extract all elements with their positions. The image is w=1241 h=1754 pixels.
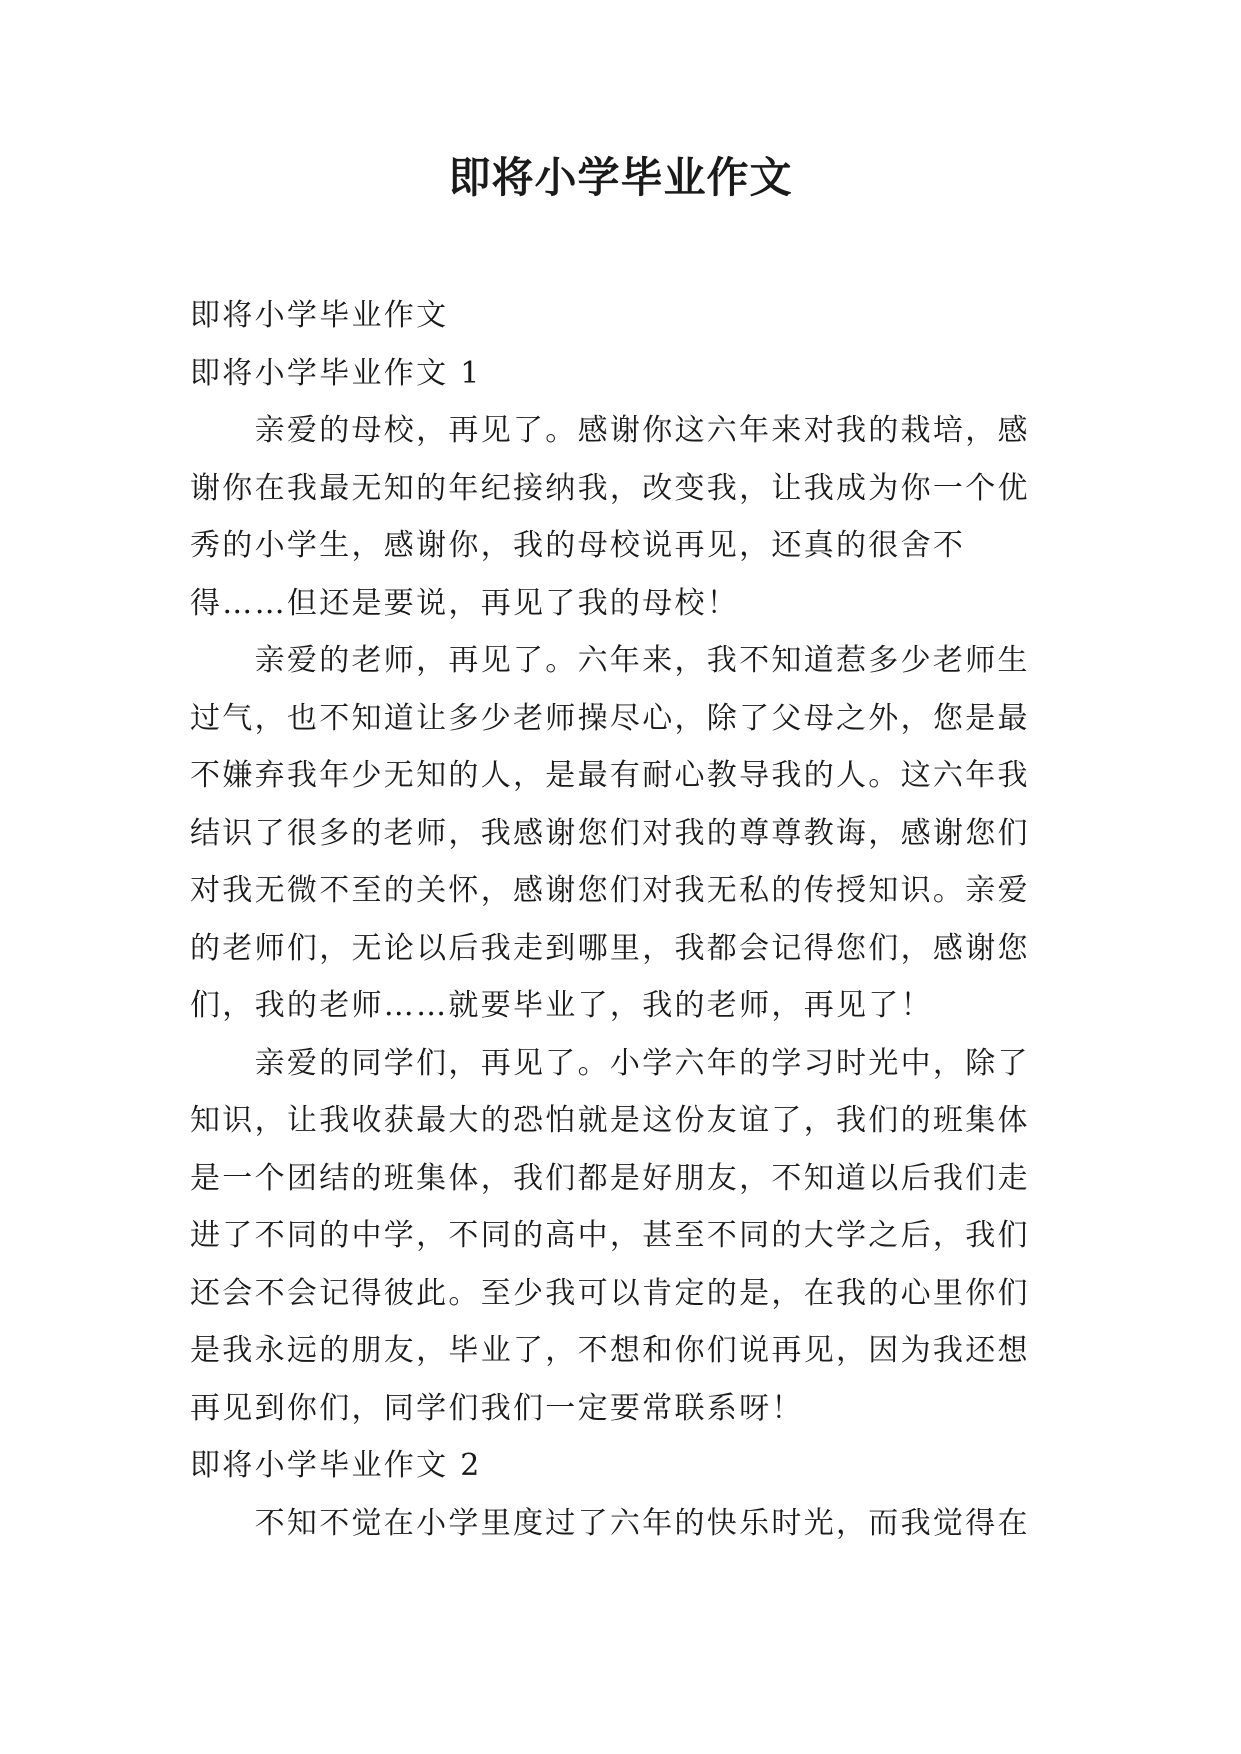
paragraph-line: 是一个团结的班集体，我们都是好朋友，不知道以后我们走 <box>190 1160 1030 1196</box>
paragraph-line: 知识，让我收获最大的恐怕就是这份友谊了，我们的班集体 <box>190 1103 1030 1138</box>
paragraph-line: 们，我的老师……就要毕业了，我的老师，再见了！ <box>190 988 933 1023</box>
paragraph-2 <box>190 632 1050 1035</box>
section-heading-1: 即将小学毕业作文 1 <box>190 355 482 391</box>
paragraph-line: 得……但还是要说，再见了我的母校！ <box>190 585 740 621</box>
paragraph-4 <box>190 1495 1050 1553</box>
section-heading-2: 即将小学毕业作文 2 <box>190 1448 482 1483</box>
paragraph-line: 亲爱的老师，再见了。六年来，我不知道惹多少老师生 <box>190 643 1030 678</box>
paragraph-line: 过气，也不知道让多少老师操尽心，除了父母之外，您是最 <box>190 700 1030 736</box>
paragraph-line: 进了不同的中学，不同的高中，甚至不同的大学之后，我们 <box>190 1218 1030 1253</box>
paragraph-line: 秀的小学生，感谢你，我的母校说再见，还真的很舍不 <box>190 528 966 563</box>
paragraph-line: 对我无微不至的关怀，感谢您们对我无私的传授知识。亲爱 <box>190 873 1030 908</box>
paragraph-line: 谢你在我最无知的年纪接纳我，改变我，让我成为你一个优 <box>190 470 1030 506</box>
paragraph-line: 不嫌弃我年少无知的人，是最有耐心教导我的人。这六年我 <box>190 758 1030 793</box>
document-title: 即将小学毕业作文 <box>448 153 793 202</box>
document-body <box>190 287 1050 1552</box>
document-subtitle: 即将小学毕业作文 <box>190 298 449 333</box>
paragraph-line: 结识了很多的老师，我感谢您们对我的尊尊教诲，感谢您们 <box>190 815 1030 851</box>
paragraph-3 <box>190 1035 1050 1438</box>
paragraph-line: 亲爱的同学们，再见了。小学六年的学习时光中，除了 <box>190 1045 1030 1081</box>
paragraph-line: 的老师们，无论以后我走到哪里，我都会记得您们，感谢您 <box>190 930 1030 966</box>
paragraph-line: 是我永远的朋友，毕业了，不想和你们说再见，因为我还想 <box>190 1333 1030 1368</box>
paragraph-line: 亲爱的母校，再见了。感谢你这六年来对我的栽培，感 <box>190 413 1030 448</box>
paragraph-line: 再见到你们，同学们我们一定要常联系呀！ <box>190 1390 804 1426</box>
paragraph-1 <box>190 402 1050 632</box>
paragraph-line: 不知不觉在小学里度过了六年的快乐时光，而我觉得在 <box>190 1505 1030 1541</box>
paragraph-line: 还会不会记得彼此。至少我可以肯定的是，在我的心里你们 <box>190 1275 1030 1311</box>
